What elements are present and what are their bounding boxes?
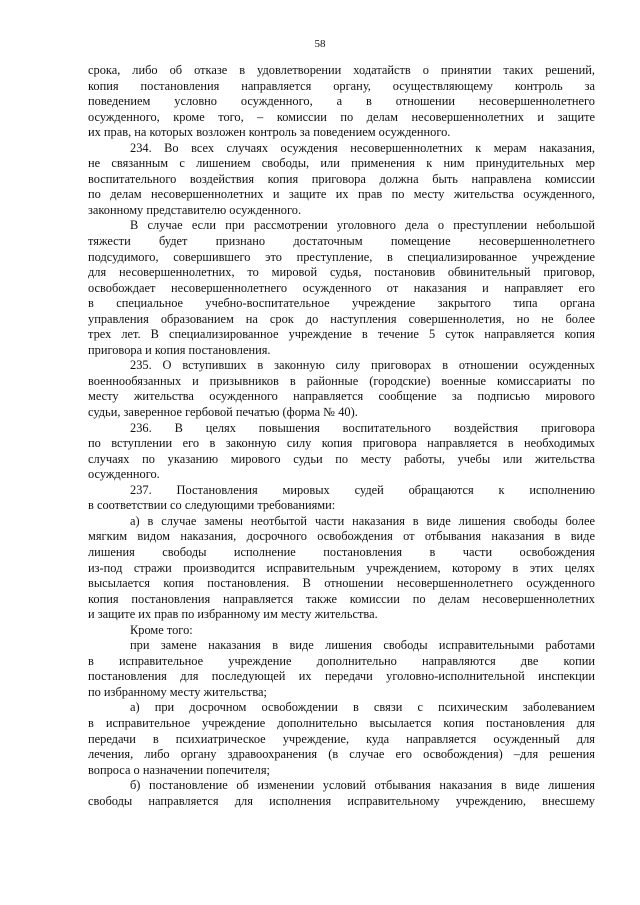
text-line: высылается копия постановления. В отношении несовершеннолетнего осужденного bbox=[88, 576, 595, 591]
text-line: трех лет. В специализированное учреждение в течение 5 суток направляется копия bbox=[88, 327, 595, 342]
text-line: осужденного. bbox=[88, 467, 160, 482]
text-line: воспитательного воздействия копия приговора должна быть направлена комиссии bbox=[88, 171, 595, 186]
text-line: при замене наказания в виде лишения свободы исправительными работами bbox=[130, 638, 595, 653]
text-line: их прав, на которых возложен контроль за поведением осужденного. bbox=[88, 125, 451, 140]
page-number: 58 bbox=[314, 38, 326, 50]
text-line: осужденного, кроме того, – комиссии по делам несовершеннолетних и защите bbox=[88, 109, 595, 124]
text-line: б) постановление об изменении условий отбывания наказания в виде лишения bbox=[130, 778, 595, 793]
text-line: по вступлении его в законную силу копия приговора направляется в необходимых bbox=[88, 436, 595, 451]
text-line: в специальное учебно-воспитательное учреждение закрытого типа органа bbox=[88, 296, 595, 311]
text-line: 236. В целях повышения воспитательного воздействия приговора bbox=[130, 420, 595, 435]
text-line: случаях по указанию мирового судьи по месту работы, учебы или жительства bbox=[88, 451, 595, 466]
text-line: подсудимого, совершившего это преступление, в специализированное учреждение bbox=[88, 249, 595, 264]
text-line: военнообязанных и призывников в районные (городские) военные комиссариаты по bbox=[88, 373, 595, 388]
text-line: В случае если при рассмотрении уголовного дела о преступлении небольшой bbox=[130, 218, 595, 233]
text-line: законному представителю осужденного. bbox=[88, 202, 302, 217]
text-line: управления образованием на срок до наступления совершеннолетия, но не более bbox=[88, 311, 595, 326]
text-line: поведением условно осужденного, а в отношении несовершеннолетнего bbox=[88, 94, 595, 109]
text-line: постановления для последующей их передачи уголовно-исполнительной инспекции bbox=[88, 669, 595, 684]
text-line: Кроме того: bbox=[130, 622, 193, 637]
text-line: для несовершеннолетних, то мировой судья, постановив обвинительный приговор, bbox=[88, 265, 595, 280]
text-line: в исправительное учреждение дополнительно направляются две копии bbox=[88, 653, 595, 668]
text-line: а) при досрочном освобождении в связи с психическим заболеванием bbox=[130, 700, 595, 715]
text-line: лечения, либо органу здравоохранения (в случае его освобождения) –для решения bbox=[88, 747, 595, 762]
text-line: копия постановления направляется также комиссии по делам несовершеннолетних bbox=[88, 591, 595, 606]
text-line: и защите их прав по избранному им месту жительства. bbox=[88, 607, 378, 622]
document-body bbox=[88, 63, 595, 809]
text-line: вопроса о назначении попечителя; bbox=[88, 762, 270, 777]
text-line: освобождает несовершеннолетнего осужденного от наказания и направляет его bbox=[88, 280, 595, 295]
text-line: тяжести будет признано достаточным помещение несовершеннолетнего bbox=[88, 234, 595, 249]
text-line: приговора и копия постановления. bbox=[88, 342, 271, 357]
text-line: в соответствии со следующими требованиями: bbox=[88, 498, 336, 513]
text-line: 234. Во всех случаях осуждения несовершеннолетних к мерам наказания, bbox=[130, 140, 595, 155]
text-line: из-под стражи производится исправительным учреждением, которому в этих целях bbox=[88, 560, 595, 575]
text-line: а) в случае замены неотбытой части наказания в виде лишения свободы более bbox=[130, 513, 595, 528]
text-line: лишения свободы исполнение постановления в части освобождения bbox=[88, 544, 595, 559]
text-line: 237. Постановления мировых судей обращаются к исполнению bbox=[130, 482, 595, 497]
text-line: копия постановления направляется органу, осуществляющему контроль за bbox=[88, 78, 595, 93]
text-line: судьи, заверенное гербовой печатью (форма № 40). bbox=[88, 405, 358, 420]
text-line: по избранному месту жительства; bbox=[88, 684, 267, 699]
text-line: срока, либо об отказе в удовлетворении ходатайств о принятии таких решений, bbox=[88, 63, 595, 77]
text-line: по делам несовершеннолетних и защите их прав по месту жительства осужденного, bbox=[88, 187, 595, 202]
text-line: не связанным с лишением свободы, или применения к ним принудительных мер bbox=[88, 156, 595, 171]
text-line: в исправительное учреждение дополнительно высылается копия постановления для bbox=[88, 715, 595, 730]
text-line: мягким видом наказания, досрочного освобождения от отбывания наказания в виде bbox=[88, 529, 595, 544]
text-line: месту жительства осужденного направляется сообщение за подписью мирового bbox=[88, 389, 595, 404]
text-line: передачи в психиатрическое учреждение, куда направляется осужденный для bbox=[88, 731, 595, 746]
text-line: свободы направляется для исполнения исправительному учреждению, внесшему bbox=[88, 793, 595, 808]
text-line: 235. О вступивших в законную силу приговорах в отношении осужденных bbox=[130, 358, 595, 373]
